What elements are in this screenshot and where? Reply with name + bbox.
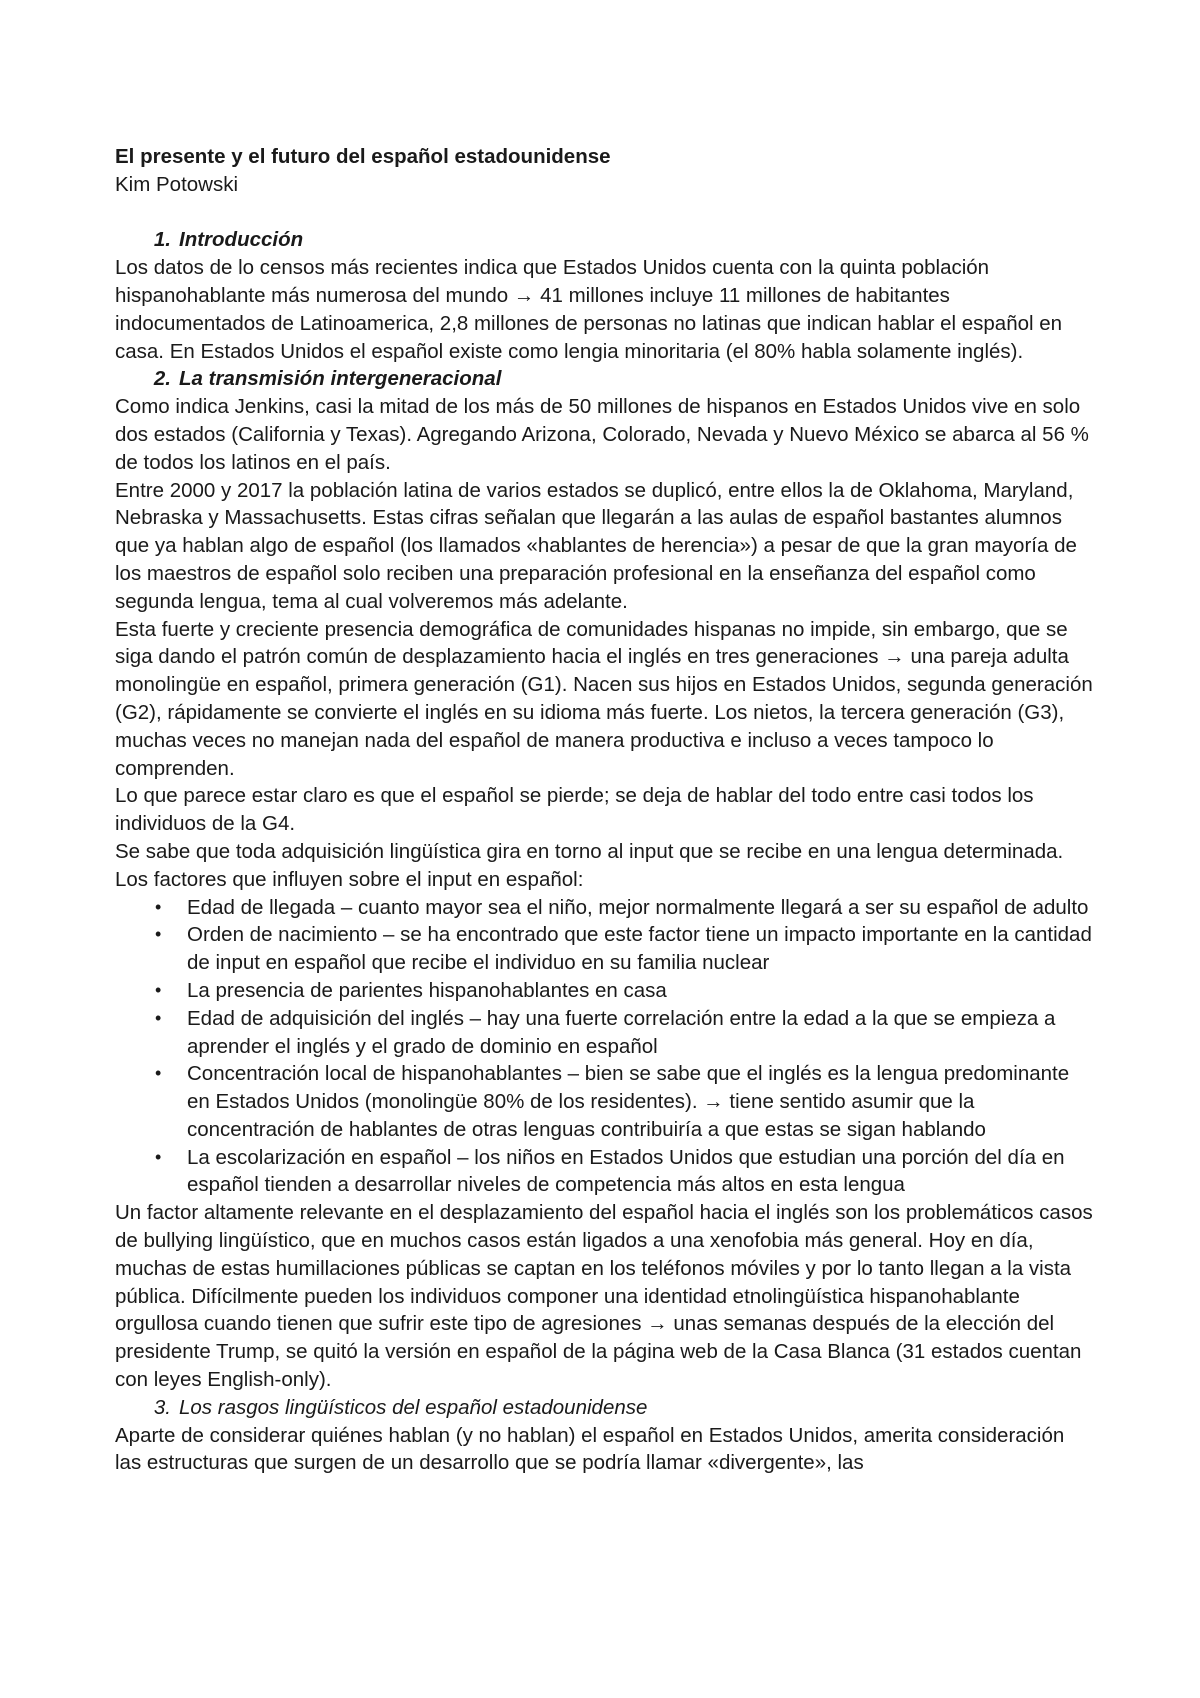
section-heading-2 [115, 365, 1095, 393]
section-title: Introducción [179, 228, 304, 252]
paragraph: Se sabe que toda adquisición lingüística gira en torno al input que se recibe en una lengua determinada. Los factores que influyen sobre el input en español: [115, 839, 1064, 891]
bullet-icon: • [155, 1063, 162, 1084]
document-author: Kim Potowski [115, 172, 239, 196]
paragraph: Los datos de lo censos más recientes indica que Estados Unidos cuenta con la quinta población hispanohablante más numerosa del mundo → 41 millones incluye 11 millones de habitantes indocumentados de Latinoamerica, 2,8 millones de personas no latinas que indican hablar el español en casa. En Estados Unidos el español existe como lengia minoritaria (el 80% habla solamente inglés). [115, 256, 1063, 363]
list-item [115, 1060, 1095, 1143]
paragraph: Esta fuerte y creciente presencia demográfica de comunidades hispanas no impide, sin embargo, que se siga dando el patrón común de desplazamiento hacia el inglés en tres generaciones → una pareja adulta monolingüe en español, primera generación (G1). Nacen sus hijos en Estados Unidos, segunda generación (G2), rápidamente se convierte el inglés en su idioma más fuerte. Los nietos, la tercera generación (G3), muchas veces no manejan nada del español de manera productiva e incluso a veces tampoco lo comprenden. [115, 617, 1093, 780]
section-heading-1 [115, 226, 1095, 254]
bullet-icon: • [155, 1146, 162, 1167]
section-number: 2. [153, 367, 171, 391]
list-item [115, 921, 1095, 977]
section-number: 3. [153, 1395, 171, 1419]
section-number: 1. [153, 228, 171, 252]
list-item-text: Edad de llegada – cuanto mayor sea el niño, mejor normalmente llegará a ser su español de adulto [187, 895, 1089, 919]
bullet-list [115, 894, 1095, 1200]
list-item [115, 894, 1095, 922]
list-item-text: Orden de nacimiento – se ha encontrado que este factor tiene un impacto importante en la cantidad de input en español que recibe el individuo en su familia nuclear [187, 923, 1092, 975]
bullet-icon: • [155, 896, 162, 917]
list-item [115, 977, 1095, 1005]
paragraph: Entre 2000 y 2017 la población latina de varios estados se duplicó, entre ellos la de Oklahoma, Maryland, Nebraska y Massachusetts. Estas cifras señalan que llegarán a las aulas de español bastantes alumnos que ya hablan algo de español (los llamados «hablantes de herencia») a pesar de que la gran mayoría de los maestros de español solo reciben una preparación profesional en la enseñanza del español como segunda lengua, tema al cual volveremos más adelante. [115, 478, 1077, 613]
paragraph: Como indica Jenkins, casi la mitad de los más de 50 millones de hispanos en Estados Unidos vive en solo dos estados (California y Texas). Agregando Arizona, Colorado, Nevada y Nuevo México se abarca al 56 % de todos los latinos en el país. [115, 395, 1089, 474]
section-title: La transmisión intergeneracional [179, 367, 502, 391]
list-item-text: Edad de adquisición del inglés – hay una fuerte correlación entre la edad a la que se empieza a aprender el inglés y el grado de dominio en español [187, 1006, 1056, 1058]
document-title: El presente y el futuro del español estadounidense [115, 145, 611, 168]
bullet-icon: • [155, 1007, 162, 1028]
paragraph: Un factor altamente relevante en el desplazamiento del español hacia el inglés son los problemáticos casos de bullying lingüístico, que en muchos casos están ligados a una xenofobia más general. Hoy en día, muchas de estas humillaciones públicas se captan en los teléfonos móviles y por lo tanto llegan a la vista pública. Difícilmente pueden los individuos componer una identidad etnolingüística hispanohablante orgullosa cuando tienen que sufrir este tipo de agresiones → unas semanas después de la elección del presidente Trump, se quitó la versión en español de la página web de la Casa Blanca (31 estados cuentan con leyes English-only). [115, 1201, 1093, 1392]
bullet-icon: • [155, 924, 162, 945]
list-item [115, 1005, 1095, 1061]
list-item-text: Concentración local de hispanohablantes – bien se sabe que el inglés es la lengua predominante en Estados Unidos (monolingüe 80% de los residentes). → tiene sentido asumir que la concentración de hablantes de otras lenguas contribuiría a que estas se sigan hablando [187, 1062, 1070, 1141]
list-item-text: La presencia de parientes hispanohablantes en casa [187, 978, 667, 1002]
paragraph: Aparte de considerar quiénes hablan (y no hablan) el español en Estados Unidos, amerita consideración las estructuras que surgen de un desarrollo que se podría llamar «divergente», las [115, 1423, 1065, 1475]
bullet-icon: • [155, 979, 162, 1000]
section-heading-3 [115, 1394, 1095, 1422]
list-item-text: La escolarización en español – los niños en Estados Unidos que estudian una porción del día en español tienden a desarrollar niveles de competencia más altos en esta lengua [187, 1145, 1065, 1197]
document-page [115, 143, 1095, 1477]
section-title: Los rasgos lingüísticos del español estadounidense [179, 1395, 648, 1419]
paragraph: Lo que parece estar claro es que el español se pierde; se deja de hablar del todo entre casi todos los individuos de la G4. [115, 784, 1034, 836]
list-item [115, 1144, 1095, 1200]
